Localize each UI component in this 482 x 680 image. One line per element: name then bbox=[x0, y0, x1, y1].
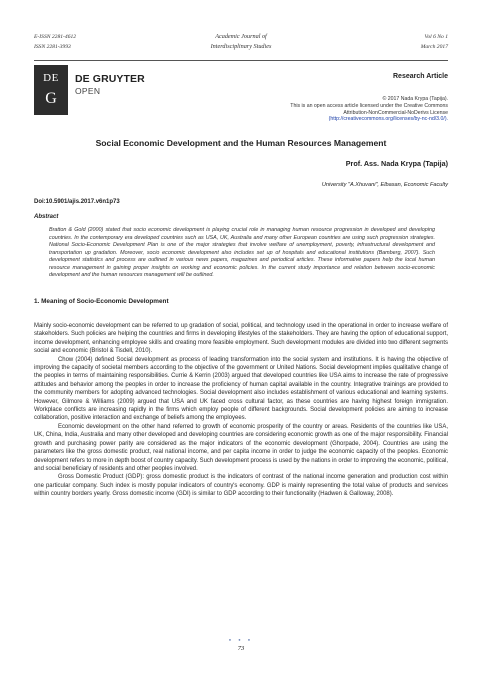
publisher-name: DE GRUYTER bbox=[75, 73, 145, 85]
license-line-3: Attribution-NonCommercial-NoDerivs License bbox=[343, 109, 448, 116]
header-rule bbox=[34, 60, 448, 61]
abstract-text: Bratton & Gold (2000) stated that socio economic development is playing crucial role in managing human resource progression in developed and developing countries. In the contemporary era developed countries such as USA, UK, Australia and many other European countries are using such progression strategies. National Socio-Economic Development Plan is one of the major strategies that involve welfare of unemployment, poverty, infrastructural development and transportation up gradation. Moreover, socio economic development also includes set up of hospitals and educational institutions (Bamberg, 2007). Such development statistics and process are outlined in various news papers, magazines and periodical articles. These informative papers help the local human resource management in gaining proper insights on working and economic policies. In the current study importance and relation between socio-economic development and the human resources management will be outlined. bbox=[49, 227, 435, 278]
body-text bbox=[34, 322, 448, 499]
journal-line-1: Academic Journal of bbox=[215, 33, 267, 40]
paragraph: Gross Domestic Product (GDP): gross domestic product is the indicators of contrast of the national income generation and production cost within one particular company. Such index is mostly popular indicators of country's economy. GDP is mainly representing the total value of products and services within country borders yearly. Gross domestic income (GDI) is similar to GDP according to their functionality (Hadwen & Galloway, 2008). bbox=[34, 474, 448, 498]
footer-dots: ● ● ● bbox=[228, 637, 254, 642]
volume: Vol 6 No 1 bbox=[424, 34, 448, 40]
page-number: 73 bbox=[237, 645, 245, 652]
article-type: Research Article bbox=[393, 73, 448, 80]
author-affiliation: University "A.Xhuvani", Elbasan, Economic Faculty bbox=[321, 182, 448, 188]
issn: ISSN 2281-3993 bbox=[34, 44, 71, 50]
article-title: Social Economic Development and the Human Resources Management bbox=[95, 138, 387, 148]
author-name: Prof. Ass. Nada Krypa (Tapija) bbox=[345, 159, 448, 168]
license-block bbox=[290, 96, 448, 123]
issue-block bbox=[421, 32, 448, 52]
publisher-logo bbox=[34, 65, 68, 115]
paragraph: Mainly socio-economic development can be referred to up gradation of social, political, and technology used in the operational in order to increase welfare of stakeholders. Such policies are helping the countries and firms in developing lifestyles of the stakeholders. They are having the option of educational support, income development, enhancing employee skills and creating more feasible employment. Such development modules are divided into two different segments social and economic (Bristol & Tisdell, 2010). bbox=[34, 323, 448, 355]
logo-text-de: DE bbox=[43, 72, 59, 84]
running-header bbox=[34, 32, 448, 58]
logo-text-g: G bbox=[45, 90, 57, 107]
paragraph: Economic development on the other hand referred to growth of economic prosperity of the country or areas. Residents of the countries like USA, UK, China, India, Australia and many other developed and developing countries are considering economic growth as one of the major responsibility. Financial growth and purchasing power parity are considered as the major indicators of the economic development (Ghorpade, 2004). Countries are using the parameters like the gross domestic product, real national income, and per capita income in order to judge the economic capacity of the peoples. Economic development refers to more in depth boost of country capacity. Such development process is used by the nations in order to improving the economic, political, and social beneficiary of residents and other peoples involved. bbox=[34, 423, 448, 472]
paragraph: Chow (2004) defined Social development as process of leading transformation into the social system and institutions. It is having the objective of improving the capacity of societal members according to the objective of the government or United Nations. Social development implies qualitative change of the peoples in terms of maintaining responsibilities. Currie & Kerrin (2003) argued that developed countries like USA aims to increase the rate of progressive attitudes and behavior among the peoples in order to increase the proficiency of human capital available in the country. Integrative trainings are provided to the community members for adopting advanced technologies. Social development also includes establishment of various educational and learning systems. However, Gilmore & Williams (2009) argued that USA and UK faced cross cultural factor, as these countries are having highest foreign immigration. Workplace conflicts are increasing rapidly in the firms which employ people of different backgrounds. Social development policies are aiming to increase collaboration, positive interaction and exchange of beliefs among the employees. bbox=[34, 356, 448, 422]
publisher-sub: OPEN bbox=[75, 86, 101, 96]
doi: Doi:10.5901/ajis.2017.v6n1p73 bbox=[34, 199, 120, 205]
license-line-2: This is an open access article licensed under the Creative Commons bbox=[290, 102, 448, 109]
eissn: E-ISSN 2281-4612 bbox=[34, 34, 77, 40]
license-line-1: © 2017 Nada Krypa (Tapija). bbox=[382, 96, 448, 102]
section-heading: 1. Meaning of Socio-Economic Development bbox=[34, 298, 169, 305]
abstract-heading: Abstract bbox=[34, 214, 59, 220]
issue-date: March 2017 bbox=[420, 44, 448, 50]
journal-line-2: Interdisciplinary Studies bbox=[210, 43, 272, 50]
journal-name bbox=[34, 32, 448, 52]
license-link[interactable]: (http://creativecommons.org/licenses/by-nc-nd/3.0/). bbox=[328, 116, 448, 123]
